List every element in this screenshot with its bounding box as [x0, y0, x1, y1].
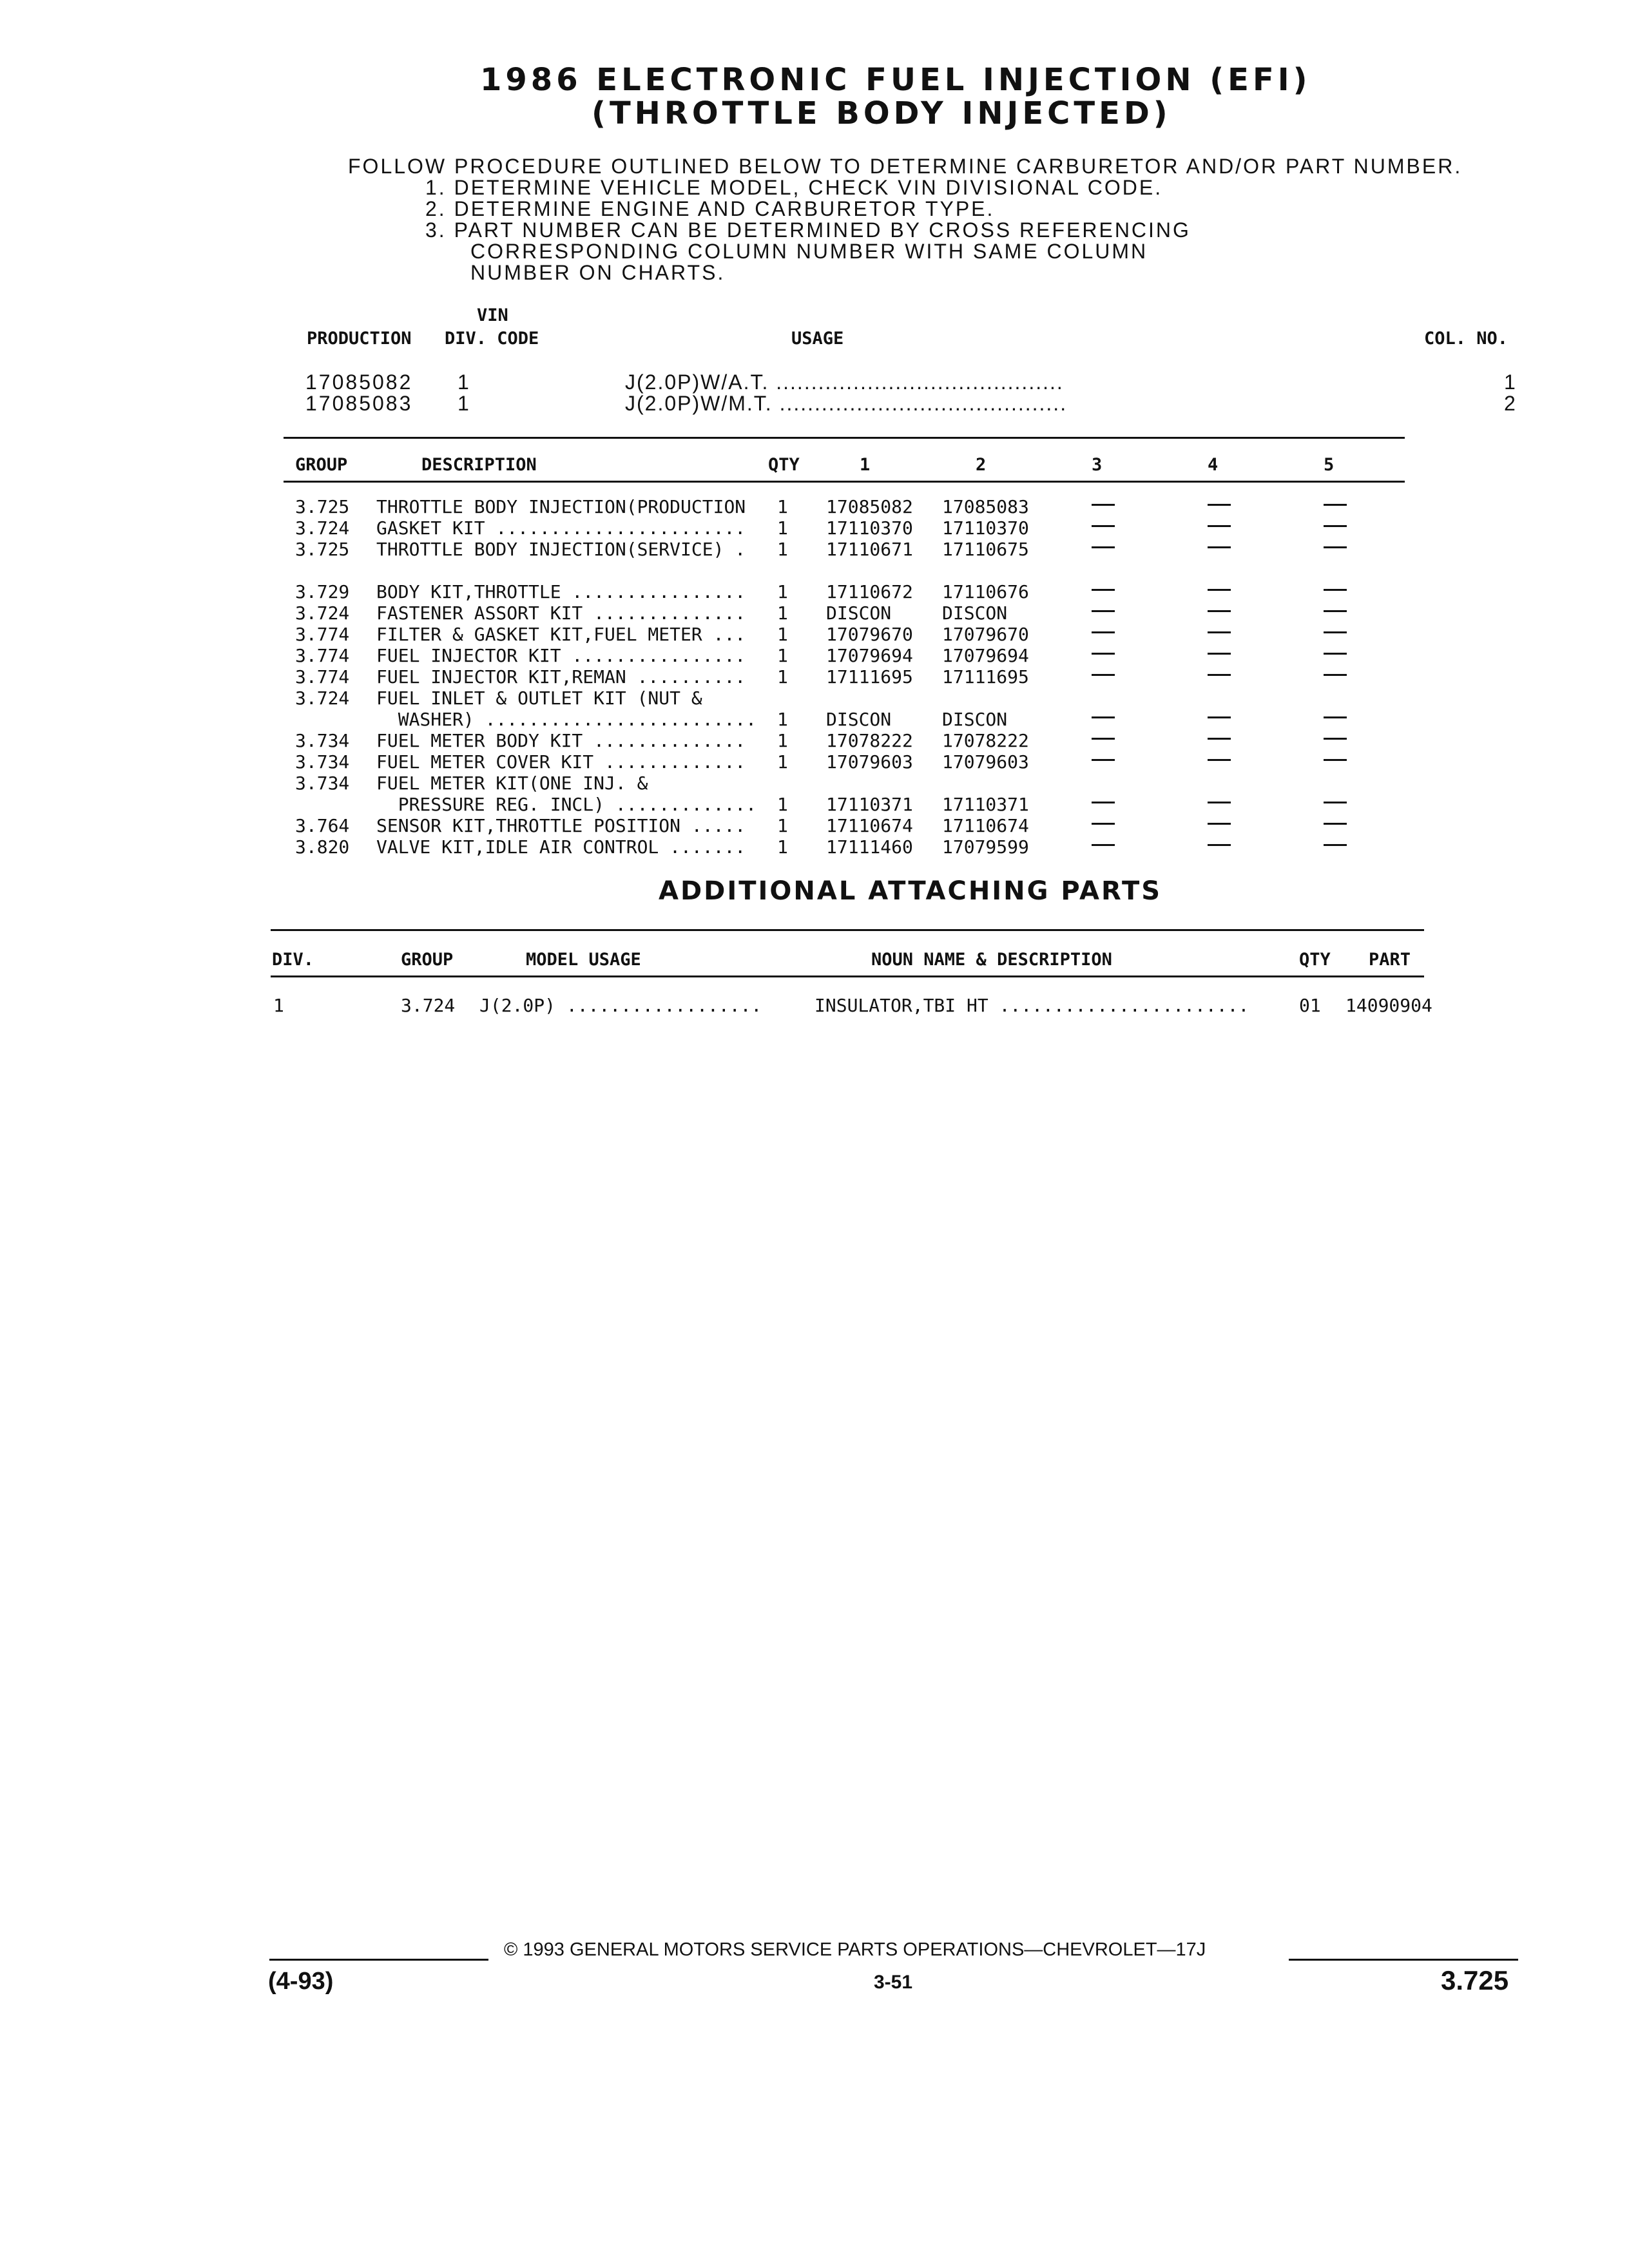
row-qty: 1: [777, 794, 788, 815]
row-description: VALVE KIT,IDLE AIR CONTROL .......: [376, 836, 746, 858]
row-group: 3.774: [295, 624, 350, 645]
row-qty: 1: [777, 496, 788, 517]
not-applicable-dash-col-3: [1092, 546, 1115, 548]
row-part-col-1: 17079603: [826, 751, 913, 773]
not-applicable-dash-col-3: [1092, 653, 1115, 655]
not-applicable-dash-col-5: [1324, 759, 1347, 761]
not-applicable-dash-col-3: [1092, 844, 1115, 846]
not-applicable-dash-col-3: [1092, 504, 1115, 506]
table-row: [0, 836, 1629, 858]
footer-rule-right: [1289, 1959, 1518, 1961]
additional-header-rule: [271, 975, 1424, 977]
additional-qty: 01: [1299, 995, 1321, 1016]
not-applicable-dash-col-5: [1324, 674, 1347, 676]
footer-date: (4-93): [268, 1968, 334, 1995]
row-group: 3.729: [295, 581, 350, 602]
row-part-col-2: 17110370: [942, 517, 1029, 539]
row-part-col-2: 17111695: [942, 666, 1029, 687]
row-qty: 1: [777, 730, 788, 751]
not-applicable-dash-col-4: [1208, 802, 1231, 803]
not-applicable-dash-col-3: [1092, 759, 1115, 761]
additional-group: 3.724: [401, 995, 456, 1016]
row-part-col-1: 17111460: [826, 836, 913, 858]
parts-table-top-rule: [284, 437, 1405, 439]
parts-header-group: GROUP: [295, 455, 348, 475]
row-group: 3.734: [295, 730, 350, 751]
row-part-col-2: 17079670: [942, 624, 1029, 645]
not-applicable-dash-col-3: [1092, 525, 1115, 527]
not-applicable-dash-col-3: [1092, 610, 1115, 612]
not-applicable-dash-col-4: [1208, 674, 1231, 676]
row-part-col-2: DISCON: [942, 709, 1008, 730]
additional-part: 14090904: [1345, 995, 1432, 1016]
row-group: 3.774: [295, 645, 350, 666]
row-description: SENSOR KIT,THROTTLE POSITION .....: [376, 815, 746, 836]
not-applicable-dash-col-5: [1324, 589, 1347, 591]
procedure-step-3: 3. PART NUMBER CAN BE DETERMINED BY CROSS REFERENCING: [425, 218, 1191, 242]
usage: J(2.0P)W/M.T. .........................................: [625, 392, 1068, 415]
table-row: [0, 581, 1629, 602]
row-part-col-2: 17079599: [942, 836, 1029, 858]
row-part-col-2: 17110675: [942, 539, 1029, 560]
not-applicable-dash-col-4: [1208, 653, 1231, 655]
row-part-col-2: 17110371: [942, 794, 1029, 815]
not-applicable-dash-col-4: [1208, 546, 1231, 548]
not-applicable-dash-col-4: [1208, 631, 1231, 633]
division-code: 1: [458, 392, 471, 415]
row-part-col-1: 17110371: [826, 794, 913, 815]
row-qty: 1: [777, 539, 788, 560]
row-part-col-1: 17079694: [826, 645, 913, 666]
parts-header-col-4: 4: [1208, 455, 1219, 475]
additional-header-qty: QTY: [1299, 950, 1331, 970]
row-part-col-1: DISCON: [826, 602, 892, 624]
table-row: [0, 773, 1629, 794]
header-div-code: DIV. CODE: [445, 329, 539, 349]
not-applicable-dash-col-4: [1208, 716, 1231, 718]
row-group: 3.820: [295, 836, 350, 858]
row-part-col-1: 17078222: [826, 730, 913, 751]
row-qty: 1: [777, 581, 788, 602]
row-part-col-1: 17110674: [826, 815, 913, 836]
row-group: 3.764: [295, 815, 350, 836]
not-applicable-dash-col-3: [1092, 674, 1115, 676]
additional-model-usage: J(2.0P) ..................: [479, 995, 762, 1016]
parts-header-col-1: 1: [860, 455, 871, 475]
additional-header-div: DIV.: [272, 950, 314, 970]
row-group: 3.734: [295, 751, 350, 773]
footer-page-number: 3-51: [874, 1972, 913, 1993]
additional-noun: INSULATOR,TBI HT .......................: [815, 995, 1249, 1016]
row-group: 3.724: [295, 517, 350, 539]
parts-table-header-rule: [284, 481, 1405, 483]
procedure-intro: FOLLOW PROCEDURE OUTLINED BELOW TO DETERMINE CARBURETOR AND/OR PART NUMBER.: [348, 155, 1463, 178]
additional-div: 1: [273, 995, 284, 1016]
row-part-col-2: 17078222: [942, 730, 1029, 751]
division-code: 1: [458, 370, 471, 394]
row-group: 3.774: [295, 666, 350, 687]
not-applicable-dash-col-5: [1324, 525, 1347, 527]
row-part-col-2: 17079603: [942, 751, 1029, 773]
row-part-col-2: 17079694: [942, 645, 1029, 666]
row-description: THROTTLE BODY INJECTION(PRODUCTION: [376, 496, 746, 517]
not-applicable-dash-col-4: [1208, 738, 1231, 740]
row-qty: 1: [777, 624, 788, 645]
not-applicable-dash-col-5: [1324, 823, 1347, 825]
page-title-line2: (THROTTLE BODY INJECTED): [592, 95, 1171, 131]
row-qty: 1: [777, 517, 788, 539]
table-row: [0, 602, 1629, 624]
not-applicable-dash-col-4: [1208, 844, 1231, 846]
table-row: [0, 709, 1629, 730]
not-applicable-dash-col-4: [1208, 504, 1231, 506]
not-applicable-dash-col-3: [1092, 716, 1115, 718]
row-description: THROTTLE BODY INJECTION(SERVICE) .: [376, 539, 746, 560]
header-vin: VIN: [477, 305, 508, 325]
row-description: GASKET KIT .......................: [376, 517, 746, 539]
row-description: FASTENER ASSORT KIT ..............: [376, 602, 746, 624]
row-group: 3.734: [295, 773, 350, 794]
procedure-step-3-cont2: NUMBER ON CHARTS.: [470, 261, 726, 284]
footer-section-number: 3.725: [1441, 1965, 1509, 1995]
row-part-col-1: 17110671: [826, 539, 913, 560]
not-applicable-dash-col-4: [1208, 823, 1231, 825]
row-part-col-1: 17111695: [826, 666, 913, 687]
not-applicable-dash-col-5: [1324, 504, 1347, 506]
row-qty: 1: [777, 751, 788, 773]
parts-header-col-3: 3: [1092, 455, 1103, 475]
table-row: [0, 815, 1629, 836]
table-row: [0, 687, 1629, 709]
additional-top-rule: [271, 929, 1424, 931]
row-description: FILTER & GASKET KIT,FUEL METER ...: [376, 624, 746, 645]
column-number: 2: [1504, 392, 1518, 415]
row-part-col-2: 17110676: [942, 581, 1029, 602]
row-group: 3.725: [295, 496, 350, 517]
row-part-col-1: 17085082: [826, 496, 913, 517]
not-applicable-dash-col-5: [1324, 631, 1347, 633]
not-applicable-dash-col-5: [1324, 546, 1347, 548]
row-qty: 1: [777, 815, 788, 836]
not-applicable-dash-col-4: [1208, 525, 1231, 527]
usage: J(2.0P)W/A.T. .........................................: [625, 370, 1064, 394]
table-row: [0, 730, 1629, 751]
not-applicable-dash-col-3: [1092, 802, 1115, 803]
header-col-no: COL. NO.: [1424, 329, 1509, 349]
row-description: FUEL INLET & OUTLET KIT (NUT &: [376, 687, 702, 709]
row-part-col-1: 17110672: [826, 581, 913, 602]
page-title-line1: 1986 ELECTRONIC FUEL INJECTION (EFI): [480, 62, 1311, 98]
procedure-step-1: 1. DETERMINE VEHICLE MODEL, CHECK VIN DIVISIONAL CODE.: [425, 176, 1163, 199]
not-applicable-dash-col-5: [1324, 653, 1347, 655]
row-qty: 1: [777, 645, 788, 666]
row-description: FUEL INJECTOR KIT ................: [376, 645, 746, 666]
table-row: [0, 666, 1629, 687]
table-row: [0, 517, 1629, 539]
table-row: [0, 496, 1629, 517]
not-applicable-dash-col-3: [1092, 823, 1115, 825]
parts-header-col-5: 5: [1324, 455, 1335, 475]
procedure-step-3-cont: CORRESPONDING COLUMN NUMBER WITH SAME COLUMN: [470, 240, 1148, 263]
row-part-col-1: 17079670: [826, 624, 913, 645]
row-description: PRESSURE REG. INCL) .............: [376, 794, 757, 815]
not-applicable-dash-col-5: [1324, 610, 1347, 612]
additional-header-group: GROUP: [401, 950, 454, 970]
parts-header-col-2: 2: [976, 455, 987, 475]
not-applicable-dash-col-5: [1324, 738, 1347, 740]
parts-header-description: DESCRIPTION: [421, 455, 537, 475]
row-description: WASHER) .........................: [376, 709, 757, 730]
additional-header-model-usage: MODEL USAGE: [526, 950, 641, 970]
row-part-col-2: 17085083: [942, 496, 1029, 517]
row-part-col-2: 17110674: [942, 815, 1029, 836]
parts-header-qty: QTY: [768, 455, 800, 475]
additional-header-noun: NOUN NAME & DESCRIPTION: [871, 950, 1112, 970]
row-part-col-1: DISCON: [826, 709, 892, 730]
footer-copyright: © 1993 GENERAL MOTORS SERVICE PARTS OPERATIONS—CHEVROLET—17J: [504, 1939, 1206, 1960]
not-applicable-dash-col-5: [1324, 802, 1347, 803]
row-description: FUEL INJECTOR KIT,REMAN ..........: [376, 666, 746, 687]
production-number: 17085082: [305, 370, 413, 394]
table-row: [0, 539, 1629, 560]
not-applicable-dash-col-5: [1324, 716, 1347, 718]
not-applicable-dash-col-3: [1092, 631, 1115, 633]
table-row: [0, 794, 1629, 815]
row-qty: 1: [777, 836, 788, 858]
not-applicable-dash-col-3: [1092, 589, 1115, 591]
production-number: 17085083: [305, 392, 413, 415]
row-description: FUEL METER BODY KIT ..............: [376, 730, 746, 751]
row-qty: 1: [777, 666, 788, 687]
not-applicable-dash-col-4: [1208, 759, 1231, 761]
row-description: BODY KIT,THROTTLE ................: [376, 581, 746, 602]
row-group: 3.724: [295, 602, 350, 624]
row-qty: 1: [777, 602, 788, 624]
table-row: [0, 751, 1629, 773]
row-qty: 1: [777, 709, 788, 730]
row-group: 3.724: [295, 687, 350, 709]
row-group: 3.725: [295, 539, 350, 560]
footer-rule-left: [269, 1959, 488, 1961]
header-usage: USAGE: [791, 329, 844, 349]
row-part-col-2: DISCON: [942, 602, 1008, 624]
table-row: [0, 645, 1629, 666]
not-applicable-dash-col-3: [1092, 738, 1115, 740]
column-number: 1: [1504, 370, 1518, 394]
additional-header-part: PART: [1369, 950, 1411, 970]
additional-parts-title: ADDITIONAL ATTACHING PARTS: [659, 876, 1162, 906]
not-applicable-dash-col-4: [1208, 589, 1231, 591]
header-production: PRODUCTION: [307, 329, 412, 349]
not-applicable-dash-col-5: [1324, 844, 1347, 846]
row-description: FUEL METER KIT(ONE INJ. &: [376, 773, 648, 794]
procedure-step-2: 2. DETERMINE ENGINE AND CARBURETOR TYPE.: [425, 197, 995, 220]
row-part-col-1: 17110370: [826, 517, 913, 539]
table-row: [0, 624, 1629, 645]
row-description: FUEL METER COVER KIT .............: [376, 751, 746, 773]
not-applicable-dash-col-4: [1208, 610, 1231, 612]
